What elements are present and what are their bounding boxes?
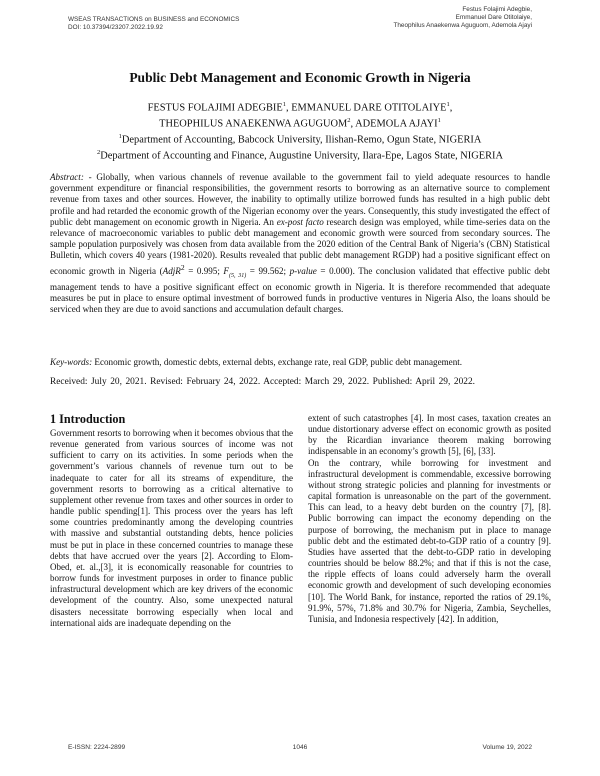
abstract-label: Abstract: <box>50 172 84 182</box>
submission-dates: Received: July 20, 2021. Revised: February 24, 2022. Accepted: March 29, 2022. Published: April 29, 2022. <box>50 377 475 387</box>
page-number: 1046 <box>292 744 308 751</box>
keywords: Key-words: Economic growth, domestic debts, external debts, exchange rate, real GDP, public debt management. <box>50 357 463 367</box>
paragraph: On the contrary, while borrowing for investment and infrastructural development is commendable, excessive borrowing without strong strategic policies and planning for investments or capital formation is unreasonable on the part of the government. This can lead, to a heavy debt burden on the country [7], [8]. Public borrowing can impact the economy depending on the purpose of borrowing, the mechanism put in place to manage public debt and the estimated debt-to-GDP ratio of a country [9]. Studies have asserted that the debt-to-GDP ratio in developing countries should be below 88.2%; and that if this is not the case, the ripple effects of loans could adversely harm the overall economic growth and development of such developing economies [10]. The World Bank, for instance, reported the ratios of 29.1%, 91.9%, 57%, 71.8% and 30.7% for Nigeria, Zambia, Seychelles, Tunisia, and Indonesia respectively [42]. In addition, <box>308 457 551 624</box>
right-column <box>308 413 551 625</box>
header-author-3: Theophilus Anaekenwa Aguguom, Ademola Ajayi <box>393 22 532 29</box>
running-header-right <box>393 6 532 30</box>
left-column <box>50 428 293 629</box>
author-block <box>40 99 560 163</box>
keywords-label: Key-words: <box>50 357 93 367</box>
affiliation-2: $^2$Department of Accounting and Finance, Augustine University, Ilara-Epe, Lagos State, NIGERIA <box>97 149 503 162</box>
abstract: Abstract: - Globally, when various channels of revenue available to the government fail to yield adequate resources to handle government expenditure or financial responsibilities, the government resorts to borrowing as an alternative source to complement revenue from taxes and other sources. However, the inability to optimally utilize borrowed funds has resulted in a high public debt profile and had retarded the economic growth of the Nigerian economy over the years. Consequently, this study investigated the effect of public debt management on economic growth in Nigeria. An ex-post facto research design was employed, while time-series data on the relevance of macroeconomic variables to public debt management and economic growth were sourced from secondary sources. The sample population purposively was chosen from data available from the 2020 edition of the Central Bank of Nigeria’s (CBN) Statistical Bulletin, which covers 40 years (1981-2020). Results revealed that public debt management RGDP) had a positive significant effect on economic growth in Nigeria (AdjR$^2$ = 0.995; $F_{(5, 31)} = 99.562$; p-value = 0.000). The conclusion validated that effective public debt management tends to have a positive significant effect on economic growth in Nigeria. It is therefore recommended that adequate measures be put in place to ensure optimal investment of borrowed funds in productive ventures in Nigeria Also, the loans should be serviced when they are due to avoid sanctions and accumulation default charges. <box>50 172 551 315</box>
section-heading: 1 Introduction <box>50 412 126 426</box>
volume: Volume 19, 2022 <box>482 744 532 751</box>
paper-title: Public Debt Management and Economic Growth in Nigeria <box>129 70 471 85</box>
paragraph: Government resorts to borrowing when it becomes obvious that the revenue generated from various sources of income was not sufficient to carry on its activities. In some periods when the government’s various channels of revenue turn out to be inadequate to cater for all its streams of expenditure, the government resorts to borrowing as a critical alternative to supplement other revenue from taxes and other sources in order to handle public spending[1]. This process over the years has left some countries predominantly among the developing countries with massive and substantial outstanding debts, hence policies must be put in place in these concerned countries to manage these debts that have accrued over the years [2]. According to Elom-Obed, et. al.,[3], it is economically reasonable for countries to borrow funds for investment purposes in order to finance public infrastructural development which are key drivers of the economic development of the country. Also, some unexpected natural disasters necessitate borrowing especially when local and international aids are inadequate depending on the <box>50 428 293 628</box>
author-line-1: FESTUS FOLAJIMI ADEGBIE$^1$, EMMANUEL DARE OTITOLAIYE$^1$, <box>147 101 453 114</box>
header-author-2: Emmanuel Dare Otitolaiye, <box>455 14 532 21</box>
running-header-left <box>68 16 239 32</box>
author-line-2: THEOPHILUS ANAEKENWA AGUGUOM$^2$, ADEMOLA AJAYI$^1$ <box>159 117 441 130</box>
doi: DOI: 10.37394/23207.2022.19.92 <box>68 24 163 31</box>
affiliation-1: $^1$Department of Accounting, Babcock University, Ilishan-Remo, Ogun State, NIGERIA <box>118 133 482 146</box>
paragraph: extent of such catastrophes [4]. In most cases, taxation creates an undue distortionary adverse effect on economic growth as posited by the Ricardian invariance theorem making borrowing indispensable in an economy’s growth [5], [6], [33]. <box>308 413 551 457</box>
header-author-1: Festus Folajimi Adegbie, <box>462 6 532 13</box>
issn: E-ISSN: 2224-2899 <box>68 744 126 751</box>
journal-name: WSEAS TRANSACTIONS on BUSINESS and ECONOMICS <box>68 16 240 23</box>
